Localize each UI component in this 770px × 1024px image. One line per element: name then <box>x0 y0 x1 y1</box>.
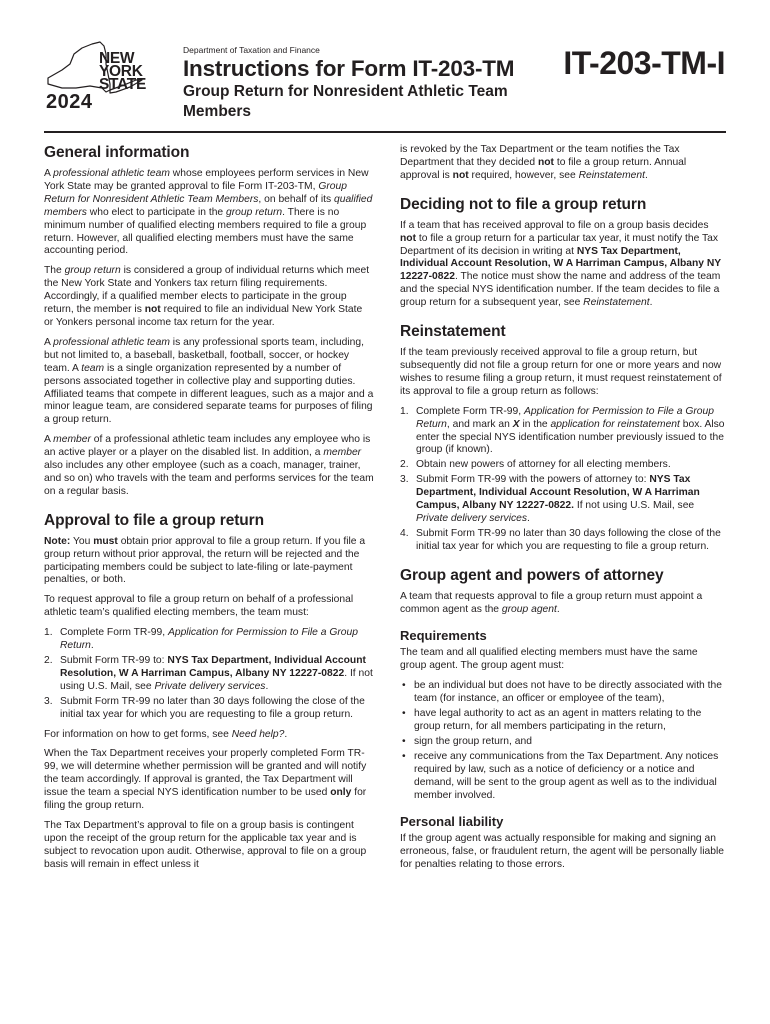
general-paragraph-2: The group return is considered a group of individual returns which meet the New York State and Yonkers tax return filing requirements. Accordingly, if a qualified member elects to participate in the group return, the member is not required to file an individual New York State or Yonkers personal income tax return for the year. <box>44 265 370 328</box>
approval-paragraph-2: To request approval to file a group return on behalf of a professional athletic team’s qualified electing members, the team must: <box>44 594 354 619</box>
general-paragraph-1: A professional athletic team whose employees perform services in New York State may be granted approval to file Form IT-203-TM, Group Return for Nonresident Athletic Team Members, on behalf of its qualified members who elect to participate in the group return. There is no minimum number of qualified electing members required to file a group return. However, all qualified electing members must have the same accounting period. <box>44 168 373 257</box>
approval-note: Note: You must obtain prior approval to file a group return. If you file a group return without prior approval, the return will be rejected and the participating members could be subject to late-filing or late-payment penalties, or both. <box>44 535 366 586</box>
agent-heading: Group agent and powers of attorney <box>400 566 664 584</box>
list-item: 4. Submit Form TR-99 no later than 30 days following the close of the initial tax year for which you are requesting to file a group return. <box>400 527 721 552</box>
reinstatement-paragraph: If the team previously received approval to file a group return, but subsequently did not file a group return for one or more years and now wishes to resume filing a group return, it must request reinstatement of its approval to file a group return as follows: <box>400 347 722 397</box>
list-item: 2. Submit Form TR-99 to: NYS Tax Department, Individual Account Resolution, W A Harriman Campus, Albany NY 12227-0822. If not using U.S. Mail, see Private delivery services. <box>44 655 373 692</box>
list-item: • receive any communications from the Tax Department. Any notices required by law, such as a notice of deficiency or a notice and demand, will be sent to the group agent as well as to the individual member involved. <box>402 750 719 801</box>
reinstatement-heading: Reinstatement <box>400 323 506 341</box>
left-column <box>44 144 374 879</box>
page-title: Instructions for Form IT-203-TM <box>183 56 515 81</box>
approval-heading: Approval to file a group return <box>44 511 264 529</box>
form-id: IT-203-TM-I <box>563 45 725 81</box>
deciding-heading: Deciding not to file a group return <box>400 195 647 213</box>
department-name: Department of Taxation and Finance <box>183 45 320 55</box>
requirements-list <box>400 680 726 802</box>
liability-heading: Personal liability <box>400 814 504 830</box>
deciding-paragraph: If a team that has received approval to file on a group basis decides not to file a group return for a particular tax year, it must notify the Tax Department of its decision in writing at NYS Tax Department, Individual Account Resolution, W A Harriman Campus, Albany NY 12227-0822. The notice must show the name and address of the team and the special NYS identification number. If the team decides to file a group return for a subsequent year, see Reinstatement. <box>400 219 721 309</box>
list-item: 3. Submit Form TR-99 no later than 30 days following the close of the initial tax year for which you are requesting to file a group return. <box>44 695 365 720</box>
logo-word-state: STATE <box>99 76 147 93</box>
list-item: 1. Complete Form TR-99, Application for Permission to File a Group Return. <box>44 627 358 652</box>
approval-paragraph-4: When the Tax Department receives your properly completed Form TR-99, we will determine whether permission will be granted and will notify the team accordingly. If approval is granted, the Tax Department will issue the team a special NYS identification number to be used only for filing the group return. <box>44 748 367 812</box>
approval-paragraph-5: The Tax Department’s approval to file on a group basis is contingent upon the receipt of the group return for the applicable tax year and is subject to revocation upon audit. Otherwise, approval to file on a group basis will remain in effect unless it <box>44 819 367 870</box>
logo-year: 2024 <box>46 91 93 113</box>
general-paragraph-3: A professional athletic team is any professional sports team, including, but not limited to, a baseball, basketball, football, soccer, or hockey team. A team is a single organization represented by a number of persons associated together in collective play and supporting duties. Affiliated teams that compete in different leagues, such as a major and a minor league team, are considered separate teams for purposes of filing a group return. <box>44 336 374 426</box>
list-item: • sign the group return, and <box>402 735 532 747</box>
liability-paragraph: If the group agent was actually responsible for making and signing an erroneous, false, or fraudulent return, the agent will be personally liable for penalties relating to those errors. <box>400 833 724 871</box>
approval-paragraph-3: For information on how to get forms, see Need help?. <box>44 728 288 740</box>
approval-steps <box>44 627 374 721</box>
page-subtitle: Group Return for Nonresident Athletic Team Members <box>183 83 508 120</box>
general-paragraph-4: A member of a professional athletic team includes any employee who is an active player or a player on the disabled list. In addition, a member also includes any other employee (such as a coach, manager, trainer, and so on) who travels with the team and performs services for the team on a regular basis. <box>44 434 374 497</box>
list-item: 1. Complete Form TR-99, Application for Permission to File a Group Return, and mark an X in the application for reinstatement box. Also enter the special NYS identification number previously issued to the group (if known). <box>400 405 725 456</box>
agent-paragraph: A team that requests approval to file a group return must appoint a common agent as the group agent. <box>400 590 703 615</box>
logo-word-york: YORK <box>99 63 143 80</box>
right-column <box>400 144 726 879</box>
approval-continuation: is revoked by the Tax Department or the team notifies the Tax Department that they decided not to file a group return. Annual approval is not required, however, see Reinstatement. <box>400 144 687 181</box>
general-heading: General information <box>44 144 190 161</box>
header-rule <box>44 131 726 133</box>
list-item: 3. Submit Form TR-99 with the powers of attorney to: NYS Tax Department, Individual Account Resolution, W A Harriman Campus, Albany NY 12227-0822. If not using U.S. Mail, see Private delivery services. <box>400 474 700 524</box>
requirements-paragraph: The team and all qualified electing members must have the same group agent. The group agent must: <box>400 647 698 672</box>
list-item: • have legal authority to act as an agent in matters relating to the group return, for all members participating in the return, <box>402 708 702 732</box>
nys-logo <box>44 40 154 118</box>
reinstatement-steps <box>400 406 726 554</box>
page-header <box>0 0 770 140</box>
list-item: 2. Obtain new powers of attorney for all electing members. <box>400 459 671 471</box>
logo-word-new: NEW <box>99 50 135 67</box>
requirements-heading: Requirements <box>400 628 487 644</box>
list-item: • be an individual but does not have to be directly associated with the team (for instance, an officer or employee of the team), <box>402 680 722 705</box>
